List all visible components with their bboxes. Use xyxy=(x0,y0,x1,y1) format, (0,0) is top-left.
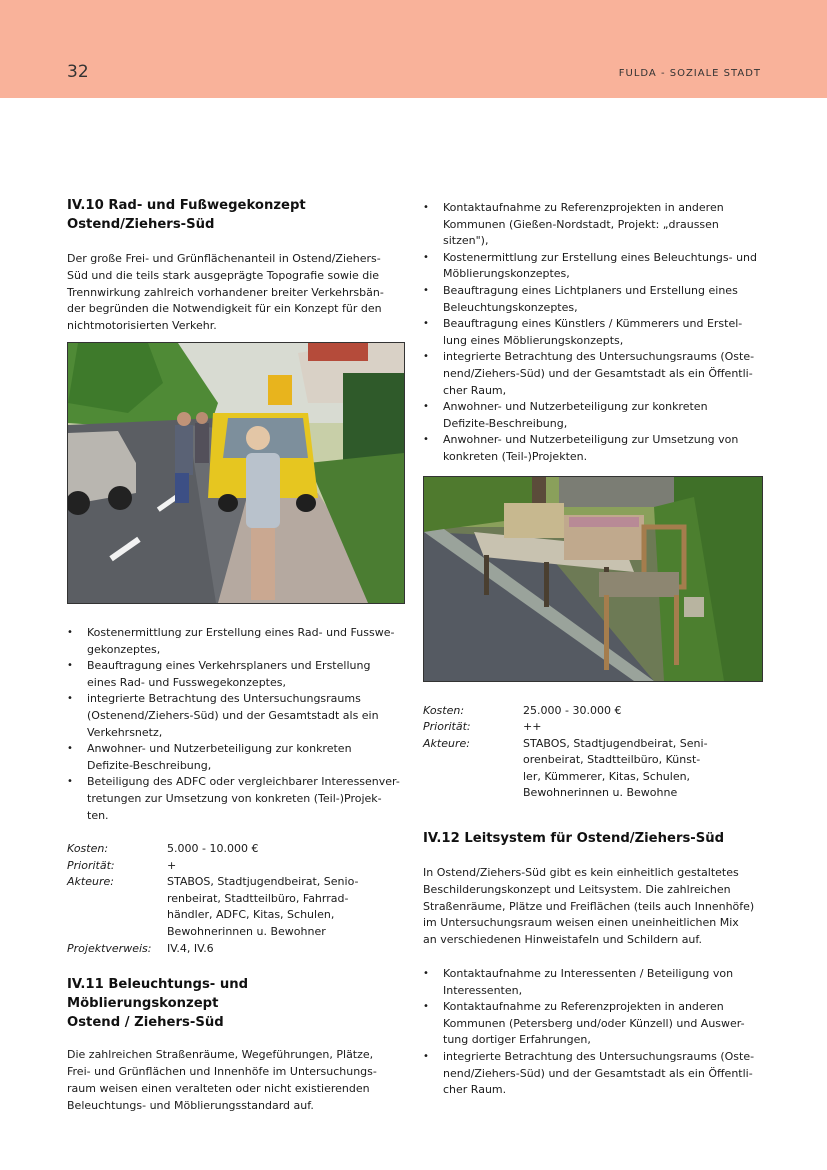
meta-value xyxy=(523,703,761,720)
list-item-line: sitzen"), xyxy=(443,234,489,248)
text-line: im Untersuchungsraum weisen einen uneinheitlichen Mix xyxy=(423,916,739,930)
list-item-line: gekonzeptes, xyxy=(87,642,161,656)
list-item xyxy=(423,966,761,999)
running-title: FULDA - SOZIALE STADT xyxy=(618,68,761,79)
list-item xyxy=(67,691,403,741)
list-item-line: Kommunen (Gießen-Nordstadt, Projekt: „draussen xyxy=(443,217,719,231)
section-title-iv10 xyxy=(67,196,403,234)
list-item-line: Defizite-Beschreibung, xyxy=(443,416,568,430)
meta-value-line: IV.4, IV.6 xyxy=(167,941,214,955)
meta-label: Priorität: xyxy=(67,858,115,872)
title-line: Ostend / Ziehers-Süd xyxy=(67,1015,224,1031)
text-line: raum weisen einen veralteten oder nicht existierenden xyxy=(67,1081,370,1095)
street-photo xyxy=(67,342,405,604)
meta-value-line: Bewohnerinnen u. Bewohner xyxy=(167,925,326,939)
text-line: nichtmotorisierten Verkehr. xyxy=(67,319,217,333)
meta-label: Akteure: xyxy=(423,736,470,750)
meta-label: Kosten: xyxy=(67,842,109,856)
right-column xyxy=(423,200,761,1099)
text-line: an verschiedenen Hinweistafeln und Schildern auf. xyxy=(423,933,702,947)
meta-value xyxy=(167,841,403,858)
list-item-line: ten. xyxy=(87,808,109,822)
meta-label: Projektverweis: xyxy=(67,941,152,955)
meta-value-line: STABOS, Stadtjugendbeirat, Senio- xyxy=(167,875,359,889)
list-item xyxy=(67,658,403,691)
list-item xyxy=(67,741,403,774)
list-item-line: Anwohner- und Nutzerbeteiligung zur Umsetzung von xyxy=(443,433,739,447)
meta-value-line: ler, Kümmerer, Kitas, Schulen, xyxy=(523,769,691,783)
meta-value xyxy=(523,736,761,802)
text-line: Beleuchtungs- und Möblierungsstandard auf. xyxy=(67,1098,314,1112)
list-item xyxy=(423,349,761,399)
meta-value-line: STABOS, Stadtjugendbeirat, Seni- xyxy=(523,736,708,750)
list-item-line: Kontaktaufnahme zu Referenzprojekten in anderen xyxy=(443,1000,724,1014)
intro-paragraph-iv12 xyxy=(423,865,761,949)
meta-value-line: händler, ADFC, Kitas, Schulen, xyxy=(167,908,335,922)
list-item-line: Interessenten, xyxy=(443,983,523,997)
list-item-line: Kommunen (Petersberg und/oder Künzell) und Auswer- xyxy=(443,1016,745,1030)
list-item-line: Kostenermittlung zur Erstellung eines Beleuchtungs- und xyxy=(443,250,758,264)
text-line: Der große Frei- und Grünflächenanteil in Ostend/Ziehers- xyxy=(67,252,381,265)
list-item xyxy=(423,283,761,316)
list-item-line: konkreten (Teil-)Projekten. xyxy=(443,449,588,463)
list-item-line: eines Rad- und Fusswegekonzeptes, xyxy=(87,675,286,689)
meta-value-line: renbeirat, Stadtteilbüro, Fahrrad- xyxy=(167,891,349,905)
title-line: IV.11 Beleuchtungs- und Möblierungskonzept xyxy=(67,977,249,1012)
text-line: der begründen die Notwendigkeit für ein Konzept für den xyxy=(67,302,382,316)
meta-value-line: 5.000 - 10.000 € xyxy=(167,842,259,856)
list-item xyxy=(423,432,761,465)
list-item xyxy=(423,999,761,1049)
meta-table-iv11 xyxy=(423,703,761,803)
bullet-list-iv11 xyxy=(423,200,761,466)
meta-value xyxy=(167,874,403,940)
meta-label: Kosten: xyxy=(423,703,465,717)
list-item-line: Beauftragung eines Verkehrsplaners und Erstellung xyxy=(87,659,371,673)
meta-value-line: ++ xyxy=(523,720,542,734)
intro-paragraph-iv10 xyxy=(67,251,403,335)
left-column xyxy=(67,196,403,1114)
page-header xyxy=(0,0,827,98)
text-line: Frei- und Grünflächen und Innenhöfe im Untersuchungs- xyxy=(67,1065,377,1079)
list-item-line: nend/Ziehers-Süd) und der Gesamtstadt als ein Öffentli- xyxy=(443,366,753,380)
list-item-line: tung dortiger Erfahrungen, xyxy=(443,1033,591,1047)
meta-value xyxy=(167,858,403,875)
list-item-line: Beteiligung des ADFC oder vergleichbarer Interessenver- xyxy=(87,775,400,789)
title-line: Ostend/Ziehers-Süd xyxy=(67,217,215,232)
list-item-line: Anwohner- und Nutzerbeteiligung zur konkreten xyxy=(87,742,352,756)
list-item-line: integrierte Betrachtung des Untersuchungsraums (Oste- xyxy=(443,350,755,364)
meta-value-line: + xyxy=(167,858,177,872)
meta-value xyxy=(167,941,403,958)
text-line: Trennwirkung zahlreich vorhandener breiter Verkehrsbän- xyxy=(67,285,384,299)
meta-label: Akteure: xyxy=(67,875,114,889)
bullet-list-iv12 xyxy=(423,966,761,1099)
meta-table-iv10 xyxy=(67,841,403,957)
meta-value-line: Bewohnerinnen u. Bewohne xyxy=(523,786,678,800)
bullet-list-iv10 xyxy=(67,625,403,824)
list-item-line: Defizite-Beschreibung, xyxy=(87,758,212,772)
section-title-iv12: IV.12 Leitsystem für Ostend/Ziehers-Süd xyxy=(423,831,725,847)
list-item-line: integrierte Betrachtung des Untersuchungsraums (Oste- xyxy=(443,1050,755,1064)
list-item-line: tretungen zur Umsetzung von konkreten (Teil-)Projek- xyxy=(87,791,382,805)
text-line: In Ostend/Ziehers-Süd gibt es kein einheitlich gestaltetes xyxy=(423,866,739,880)
page-number: 32 xyxy=(67,62,89,82)
meta-value-line: 25.000 - 30.000 € xyxy=(523,703,622,717)
list-item-line: Kostenermittlung zur Erstellung eines Rad- und Fusswe- xyxy=(87,625,395,639)
list-item-line: Beleuchtungskonzeptes, xyxy=(443,300,578,314)
title-line: IV.10 Rad- und Fußwegekonzept xyxy=(67,198,306,213)
text-line: Die zahlreichen Straßenräume, Wegeführungen, Plätze, xyxy=(67,1048,374,1062)
list-item-line: lung eines Möblierungskonzepts, xyxy=(443,333,624,347)
list-item-line: cher Raum. xyxy=(443,1083,507,1097)
list-item-line: Anwohner- und Nutzerbeteiligung zur konkreten xyxy=(443,400,708,414)
text-line: Straßenräume, Plätze und Freiflächen (teils auch Innenhöfe) xyxy=(423,899,755,913)
meta-value-line: orenbeirat, Stadtteilbüro, Künst- xyxy=(523,753,701,767)
list-item-line: integrierte Betrachtung des Untersuchungsraums xyxy=(87,692,361,706)
list-item-line: (Ostenend/Ziehers-Süd) und der Gesamtstadt als ein xyxy=(87,708,379,722)
intro-paragraph-iv11 xyxy=(67,1047,403,1114)
list-item xyxy=(423,200,761,250)
text-line: Beschilderungskonzept und Leitsystem. Die zahlreichen xyxy=(423,882,731,896)
list-item-line: cher Raum, xyxy=(443,383,507,397)
list-item xyxy=(67,625,403,658)
list-item-line: Beauftragung eines Künstlers / Kümmerers und Erstel- xyxy=(443,317,743,331)
list-item-line: nend/Ziehers-Süd) und der Gesamtstadt als ein Öffentli- xyxy=(443,1066,753,1080)
list-item xyxy=(67,774,403,824)
list-item-line: Kontaktaufnahme zu Referenzprojekten in anderen xyxy=(443,201,724,214)
bench-photo xyxy=(423,476,763,682)
list-item xyxy=(423,1049,761,1099)
section-title-iv11 xyxy=(67,975,403,1032)
meta-label: Priorität: xyxy=(423,720,471,734)
meta-value xyxy=(523,719,761,736)
list-item xyxy=(423,316,761,349)
list-item-line: Verkehrsnetz, xyxy=(87,725,163,739)
list-item xyxy=(423,250,761,283)
list-item-line: Kontaktaufnahme zu Interessenten / Beteiligung von xyxy=(443,967,734,981)
text-line: Süd und die teils stark ausgeprägte Topografie sowie die xyxy=(67,268,380,282)
list-item-line: Beauftragung eines Lichtplaners und Erstellung eines xyxy=(443,283,738,297)
list-item-line: Möblierungskonzeptes, xyxy=(443,267,570,281)
list-item xyxy=(423,399,761,432)
